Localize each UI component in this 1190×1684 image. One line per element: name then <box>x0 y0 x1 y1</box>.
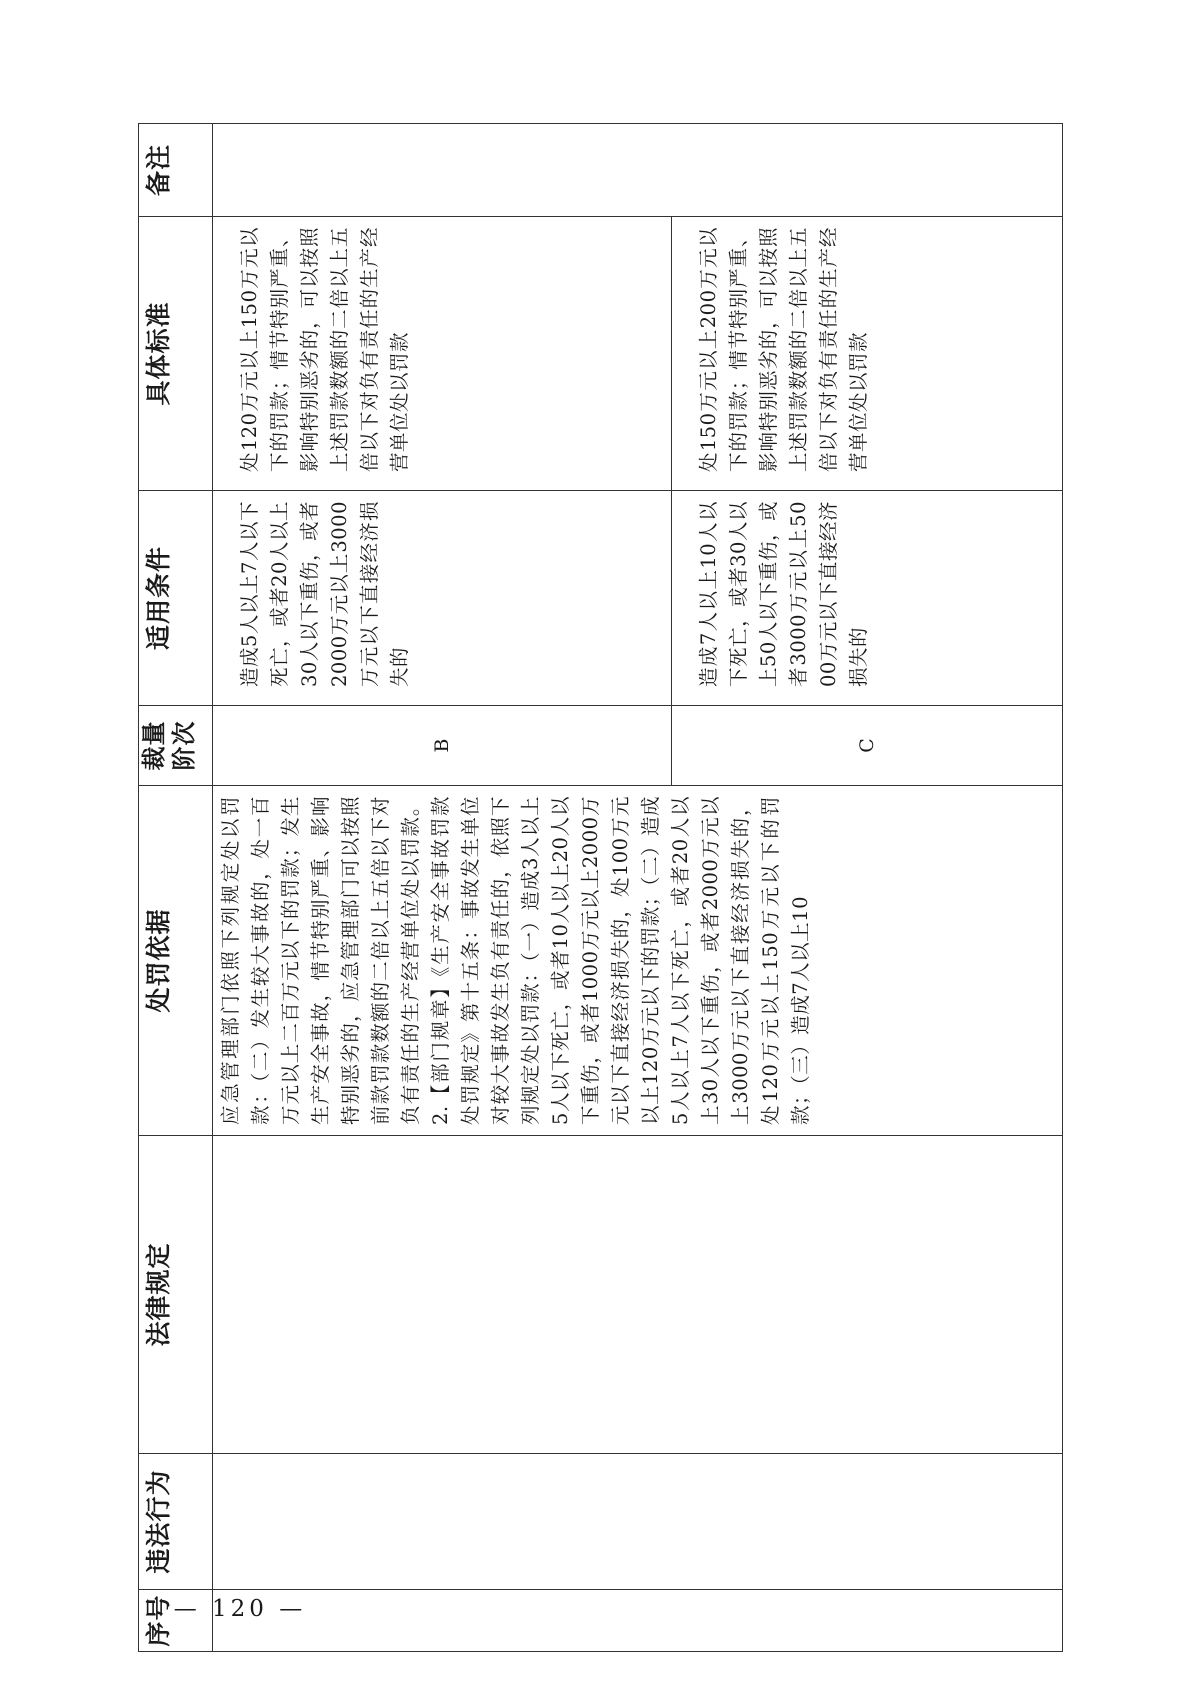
table-row <box>213 124 672 1652</box>
cell-basis <box>213 786 1063 1136</box>
cell-cond-c <box>672 491 1063 706</box>
condition-text: 造成7人以上10人以下死亡，或者30人以上50人以下重伤，或者3000万元以上5000万元以下直接经济损失的 <box>697 501 870 687</box>
cell-seq <box>213 1590 1063 1652</box>
basis-text: 应急管理部门依照下列规定处以罚款：（二）发生较大事故的，处一百万元以上二百万元以下的罚款；发生生产安全事故，情节特别严重、影响特别恶劣的，应急管理部门可以按照前款罚款数额的二倍以上五倍以下对负有责任的生产经营单位处以罚款。2.【部门规章】《生产安全事故罚款处罚规定》第十五条：事故发生单位对较大事故发生负有责任的，依照下列规定处以罚款：（一）造成3人以上5人以下死亡，或者10人以上20人以下重伤，或者1000万元以上2000万元以下直接经济损失的，处100万元以上120万元以下的罚款；（二）造成5人以上7人以下死亡，或者20人以上30人以下重伤，或者2000万元以上3000万元以下直接经济损失的，处120万元以上150万元以下的罚款；（三）造成7人以上10 <box>219 796 812 1125</box>
header-act: 违法行为 <box>139 1454 213 1590</box>
header-seq: 序号 <box>139 1590 213 1652</box>
cell-cond-b <box>213 491 672 706</box>
header-basis: 处罚依据 <box>139 786 213 1136</box>
cell-law <box>213 1136 1063 1454</box>
header-note: 备注 <box>139 124 213 217</box>
condition-text: 造成5人以上7人以下死亡，或者20人以上30人以下重伤，或者2000万元以上3000万元以下直接经济损失的 <box>238 501 411 687</box>
standard-text: 处150万元以上200万元以下的罚款；情节特别严重、影响特别恶劣的，可以按照上述罚款数额的二倍以上五倍以下对负有责任的生产经营单位处以罚款 <box>697 227 870 472</box>
cell-level-b: B <box>213 706 672 786</box>
cell-act <box>213 1454 1063 1590</box>
table-header-row <box>139 124 213 1652</box>
penalty-table <box>138 123 1063 1652</box>
cell-level-c: C <box>672 706 1063 786</box>
standard-text: 处120万元以上150万元以下的罚款；情节特别严重、影响特别恶劣的，可以按照上述罚款数额的二倍以上五倍以下对负有责任的生产经营单位处以罚款 <box>238 227 411 472</box>
cell-std-c <box>672 217 1063 491</box>
header-level: 裁量阶次 <box>139 706 213 786</box>
header-std: 具体标准 <box>139 217 213 491</box>
header-cond: 适用条件 <box>139 491 213 706</box>
header-law: 法律规定 <box>139 1136 213 1454</box>
page-number: — 120 — <box>173 1596 307 1622</box>
rotated-table-frame <box>138 124 1062 1652</box>
cell-std-b <box>213 217 672 491</box>
cell-note <box>213 124 1063 217</box>
